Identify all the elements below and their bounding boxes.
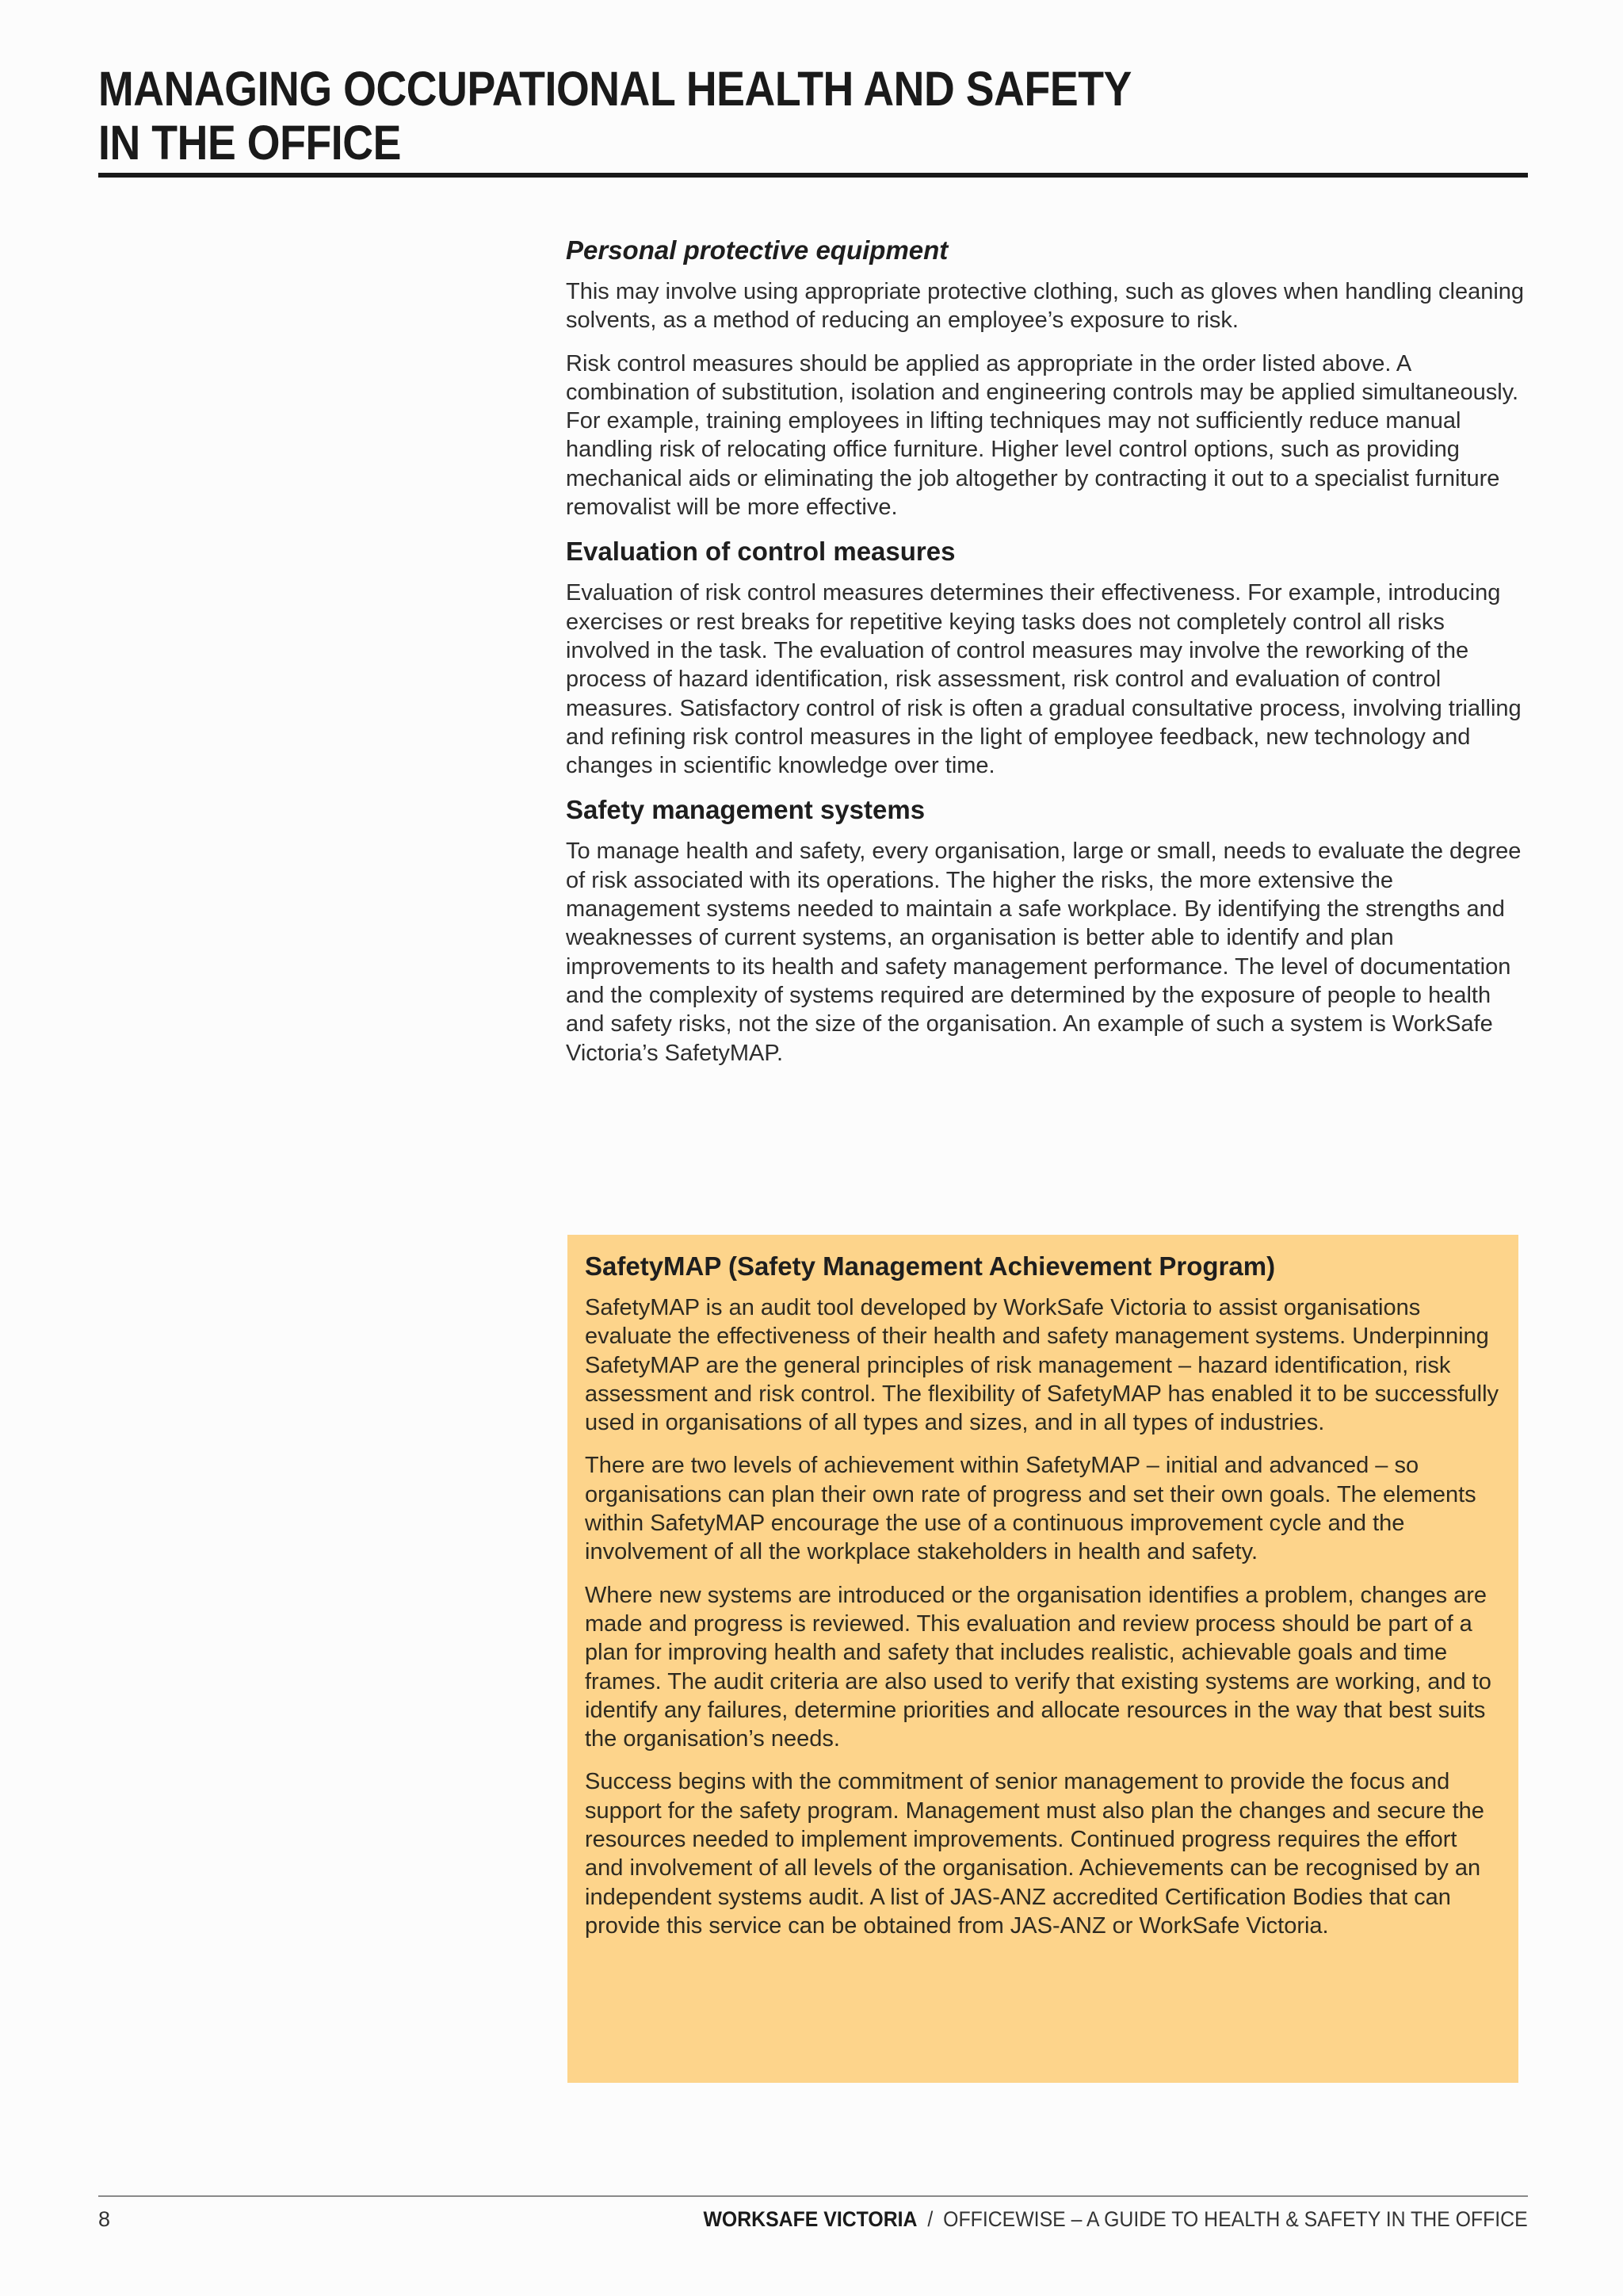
- footer-publication-title: OFFICEWISE – A GUIDE TO HEALTH & SAFETY IN THE OFFICE: [943, 2207, 1528, 2231]
- ppe-paragraph-2: Risk control measures should be applied as appropriate in the order listed above. A combination of substitution, isolation and engineering controls may be applied simultaneously. For example, training employees in lifting techniques may not sufficiently reduce manual handling risk of relocating office furniture. Higher level control options, such as providing mechanical aids or eliminating the job altogether by contracting it out to a specialist furniture removalist will be more effective.: [566, 350, 1519, 521]
- safetymap-paragraph-3: Where new systems are introduced or the organisation identifies a problem, changes are made and progress is reviewed. This evaluation and review process should be part of a plan for improving health and safety that includes realistic, achievable goals and time frames. The audit criteria are also used to verify that existing systems are working, and to identify any failures, determine priorities and allocate resources in the way that best suits the organisation’s needs.: [585, 1582, 1491, 1752]
- safetymap-paragraph-2: There are two levels of achievement within SafetyMAP – initial and advanced – so organisations can plan their own rate of progress and set their own goals. The elements within SafetyMAP encourage the use of a continuous improvement cycle and the involvement of all the workplace stakeholders in health and safety.: [585, 1453, 1476, 1565]
- evaluation-paragraph: Evaluation of risk control measures determines their effectiveness. For example, introducing exercises or rest breaks for repetitive keying tasks does not completely control all risks involved in the task. The evaluation of control measures may involve the reworking of the process of hazard identification, risk assessment, risk control and evaluation of control measures. Satisfactory control of risk is often a gradual consultative process, involving trialling and refining risk control measures in the light of employee feedback, new technology and changes in scientific knowledge over time.: [566, 580, 1522, 779]
- safetymap-paragraph-4: Success begins with the commitment of senior management to provide the focus and support for the safety program. Management must also plan the changes and secure the resources needed to implement improvements. Continued progress requires the effort and involvement of all levels of the organisation. Achievements can be recognised by an independent systems audit. A list of JAS-ANZ accredited Certification Bodies that can provide this service can be obtained from JAS-ANZ or WorkSafe Victoria.: [585, 1769, 1484, 1939]
- sms-paragraph: To manage health and safety, every organisation, large or small, needs to evaluate the degree of risk associated with its operations. The higher the risks, the more extensive the management systems needed to maintain a safe workplace. By identifying the strengths and weaknesses of current systems, an organisation is better able to identify and plan improvements to its health and safety management performance. The level of documentation and the complexity of systems required are determined by the exposure of people to health and safety risks, not the size of the organisation. An example of such a system is WorkSafe Victoria’s SafetyMAP.: [566, 839, 1522, 1066]
- safetymap-heading: SafetyMAP (Safety Management Achievement Program): [585, 1251, 1276, 1281]
- page-title: [98, 62, 1354, 170]
- safetymap-paragraph-1: SafetyMAP is an audit tool developed by WorkSafe Victoria to assist organisations evaluate the effectiveness of their health and safety management systems. Underpinning SafetyMAP are the general principles of risk management – hazard identification, risk assessment and risk control. The flexibility of SafetyMAP has enabled it to be successfully used in organisations of all types and sizes, and in all types of industries.: [585, 1295, 1499, 1436]
- ppe-heading: Personal protective equipment: [566, 235, 949, 265]
- footer-separator: /: [927, 2207, 934, 2231]
- footer-organisation: WORKSAFE VICTORIA: [703, 2207, 918, 2231]
- header-divider: [98, 173, 1528, 178]
- sms-heading: Safety management systems: [566, 795, 926, 825]
- page-title-line-2: IN THE OFFICE: [98, 116, 401, 170]
- safetymap-callout-box: [567, 1235, 1518, 2083]
- footer-publication-info: [704, 2206, 1528, 2232]
- ppe-paragraph-1: This may involve using appropriate protective clothing, such as gloves when handling cleaning solvents, as a method of reducing an employee’s exposure to risk.: [566, 279, 1525, 334]
- footer-divider: [98, 2195, 1528, 2197]
- evaluation-heading: Evaluation of control measures: [566, 537, 956, 567]
- main-content: [566, 235, 1525, 1082]
- page-number: 8: [98, 2207, 111, 2231]
- page-title-line-1: MANAGING OCCUPATIONAL HEALTH AND SAFETY: [98, 62, 1132, 116]
